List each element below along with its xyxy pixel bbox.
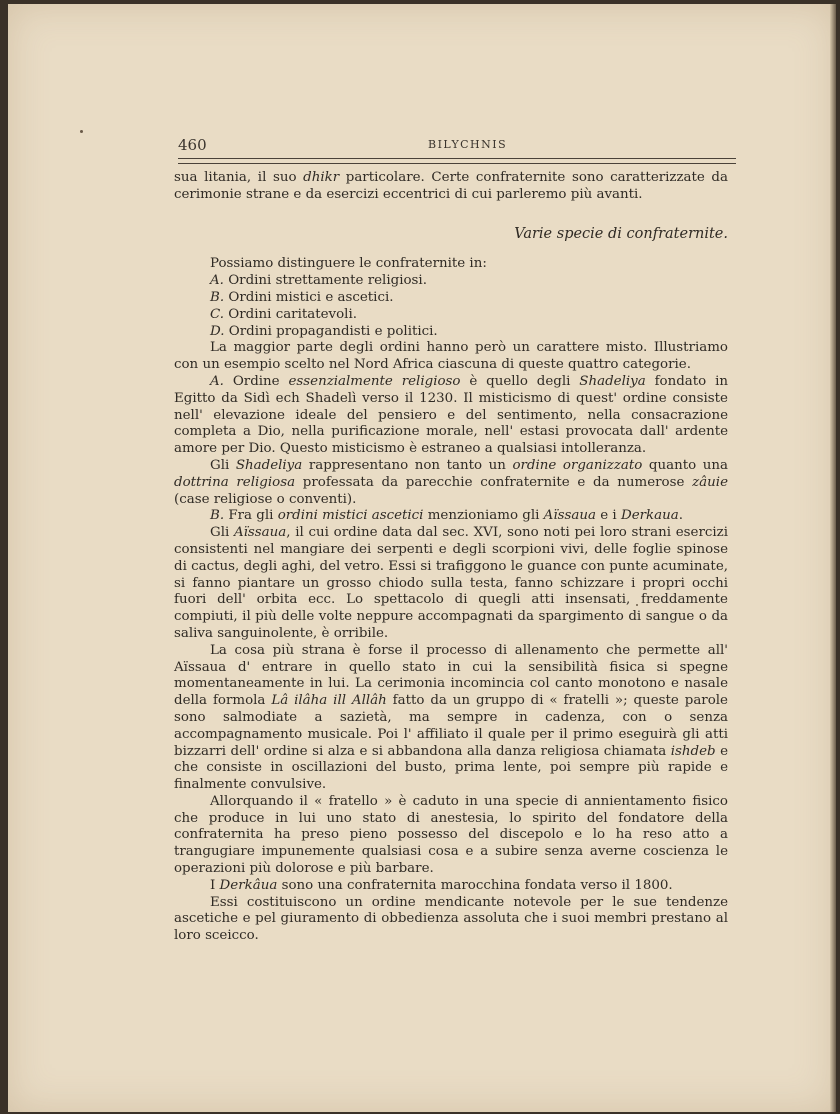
text-run: La cosa più strana è forse il processo di allenamento che permette all' Aïssaua d' entrare in quello stato in cui la sensibilità fisica si spegne momentaneamente in lui. La cerimonia incomincia col canto monotono e nasale della formola bbox=[174, 642, 728, 709]
section-letter: B. bbox=[210, 508, 225, 524]
list-item bbox=[174, 273, 728, 290]
list-label: Ordini mistici e ascetici. bbox=[228, 289, 394, 305]
italic-term: Aïssaua bbox=[543, 508, 596, 524]
list-letter: D. bbox=[210, 323, 225, 339]
list-letter: A. bbox=[210, 273, 224, 289]
italic-term: Derkaua bbox=[620, 508, 679, 524]
orders-list bbox=[174, 273, 728, 340]
text-run: , il cui ordine data dal sec. XVI, sono noti pei loro strani esercizi consistenti nel mangiare dei serpenti e degli scorpioni vivi, delle foglie spinose di cactus, degli aghi, del vetro. Essi si trafiggono le guance con punte acuminate, si fanno piantare un grosso chiodo sulla testa, fanno schizzare i propri occhi fuori dell' orbita ecc. Lo spettacolo di quegli atti insensati, freddamente compiuti, il più delle volte neppure accompagnati da spargimento di sangue o da saliva sanguinolente, è orribile. bbox=[174, 525, 728, 641]
text-run: rappresentano non tanto un bbox=[302, 457, 513, 473]
italic-term: zâuie bbox=[692, 474, 728, 490]
italic-term: essenzialmente religioso bbox=[288, 373, 461, 389]
paragraph bbox=[174, 878, 728, 895]
running-header bbox=[178, 136, 736, 154]
italic-term: Aïssaua bbox=[233, 525, 287, 541]
italic-term: ordine organizzato bbox=[512, 457, 643, 473]
text-run: Gli bbox=[210, 525, 234, 541]
text-run: è quello degli bbox=[460, 373, 580, 389]
text-run: quanto una bbox=[642, 457, 728, 473]
italic-term: dottrina religiosa bbox=[174, 474, 296, 490]
italic-term: Shadeliya bbox=[235, 457, 303, 473]
paragraph bbox=[174, 508, 728, 525]
body-text bbox=[174, 170, 728, 945]
text-run: e i bbox=[595, 508, 621, 524]
text-run: sua litania, il suo bbox=[174, 170, 304, 185]
text-run: particolare. Certe confraternite sono caratterizzate da cerimonie strane e da esercizi eccentrici di cui parleremo più avanti. bbox=[174, 170, 728, 202]
paragraph bbox=[174, 458, 728, 508]
paragraph: La maggior parte degli ordini hanno però un carattere misto. Illustriamo con un esempio scelto nel Nord Africa ciascuna di queste quattro categorie. bbox=[174, 340, 728, 373]
running-title: BILYCHNIS bbox=[428, 138, 508, 151]
paragraph: Essi costituiscono un ordine mendicante notevole per le sue tendenze ascetiche e pel giuramento di obbedienza assoluta che i suoi membri prestano al loro sceicco. bbox=[174, 894, 728, 944]
header-rule bbox=[178, 158, 736, 164]
list-item bbox=[174, 307, 728, 324]
list-item bbox=[174, 324, 728, 341]
italic-term: dhikr bbox=[303, 170, 340, 185]
text-run: menzioniamo gli bbox=[423, 508, 544, 524]
paragraph: Allorquando il « fratello » è caduto in una specie di annientamento fisico che produce in lui uno stato di anestesia, lo spirito del fondatore della confraternita ha preso pieno possesso del discepolo e lo ha reso atto a trangugiare impunemente qualsiasi cosa e a subire senza averne coscienza le operazioni più dolorose e più barbare. bbox=[174, 793, 728, 877]
italic-term: ishdeb bbox=[670, 743, 716, 759]
text-run: . bbox=[678, 508, 683, 524]
list-label: Ordini strettamente religiosi. bbox=[228, 273, 427, 289]
text-run: I bbox=[210, 877, 220, 893]
section-subheading: Varie specie di confraternite. bbox=[514, 225, 728, 242]
lead-in: Possiamo distinguere le confraternite in: bbox=[210, 256, 487, 272]
text-run: Ordine bbox=[223, 373, 289, 389]
italic-term: Shadeliya bbox=[579, 373, 646, 389]
text-run: fatto da un gruppo di « fratelli »; queste parole sono salmodiate a sazietà, ma sempre in cadenza, con o senza accompagnamento musicale. Poi l' affiliato il quale per il primo eseguirà gli atti bizzarri dell' ordine si alza e si abbandona alla danza religiosa chiamata bbox=[174, 693, 728, 759]
paragraph bbox=[174, 643, 728, 794]
text-run: Fra gli bbox=[224, 508, 278, 524]
text-run: sono una confraternita marocchina fondata verso il 1800. bbox=[277, 877, 673, 893]
text-run: Gli bbox=[210, 457, 236, 473]
text-run: professata da parecchie confraternite e da numerose bbox=[295, 474, 693, 490]
page-edge-shadow bbox=[830, 4, 836, 1112]
list-letter: B. bbox=[210, 289, 225, 305]
page-number: 460 bbox=[178, 136, 207, 154]
text-run: e che consiste in oscillazioni del busto, prima lente, poi sempre più rapide e finalmente convulsive. bbox=[174, 743, 728, 793]
list-item bbox=[174, 290, 728, 307]
paragraph bbox=[174, 525, 728, 643]
list-label: Ordini caritatevoli. bbox=[228, 306, 357, 322]
list-letter: C. bbox=[210, 306, 225, 322]
text-run: fondato in Egitto da Sidì ech Shadelì verso il 1230. Il misticismo di quest' ordine consiste nell' elevazione ideale del pensiero e del sentimento, nella consacrazione completa a Dio, nella purificazione morale, nell' estasi provocata dall' ardente amore per Dio. Questo misticismo è estraneo a qualsiasi intolleranza. bbox=[174, 373, 729, 457]
intro-paragraph bbox=[174, 170, 728, 204]
italic-term: ordini mistici ascetici bbox=[277, 508, 424, 524]
italic-term: Lâ ilâha ill Allâh bbox=[271, 693, 387, 709]
italic-term: Derkâua bbox=[219, 877, 278, 893]
paper-fleck bbox=[80, 130, 83, 133]
section-letter: A. bbox=[210, 373, 224, 389]
text-run: (case religiose o conventi). bbox=[174, 491, 357, 507]
paragraph bbox=[174, 374, 728, 458]
list-label: Ordini propagandisti e politici. bbox=[228, 323, 438, 339]
